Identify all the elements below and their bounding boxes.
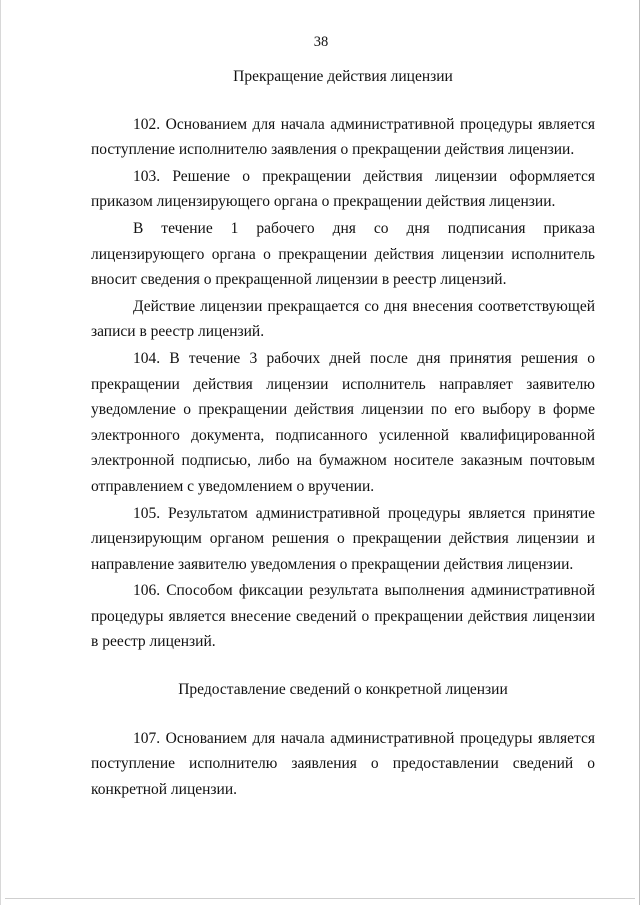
section-license-termination <box>91 64 595 655</box>
paragraph-105: 105. Результатом административной процедуры является принятие лицензирующим органом решения о прекращении действия лицензии и направление заявителю уведомления о прекращении действия лицензии. <box>91 504 595 573</box>
section-heading: Предоставление сведений о конкретной лицензии <box>178 681 508 698</box>
page-number: 38 <box>313 34 329 50</box>
paragraph-104: 104. В течение 3 рабочих дней после дня принятия решения о прекращении действия лицензии исполнитель направляет заявителю уведомление о прекращении действия лицензии по его выбору в форме электронного документа, подписанного усиленной квалифицированной электронной подписью, либо на бумажном носителе заказным почтовым отправлением с уведомлением о вручении. <box>91 349 595 495</box>
paragraph-107: 107. Основанием для начала административной процедуры является поступление исполнителю заявления о предоставлении сведений о конкретной лицензии. <box>91 729 595 798</box>
paragraph-106: 106. Способом фиксации результата выполнения административной процедуры является внесение сведений о прекращении действия лицензии в реестр лицензий. <box>91 582 595 651</box>
section-heading: Прекращение действия лицензии <box>233 68 453 85</box>
paragraph-103-effect: Действие лицензии прекращается со дня внесения соответствующей записи в реестр лицензий. <box>91 297 595 341</box>
page-edge-divider <box>5 898 635 899</box>
section-license-info <box>91 677 595 802</box>
paragraph-103: 103. Решение о прекращении действия лицензии оформляется приказом лицензирующего органа о прекращении действия лицензии. <box>91 167 595 211</box>
paragraph-102: 102. Основанием для начала административной процедуры является поступление исполнителю заявления о прекращении действия лицензии. <box>91 115 595 159</box>
paragraph-103-registry: В течение 1 рабочего дня со дня подписания приказа лицензирующего органа о прекращении действия лицензии исполнитель вносит сведения о прекращенной лицензии в реестр лицензий. <box>91 219 595 289</box>
